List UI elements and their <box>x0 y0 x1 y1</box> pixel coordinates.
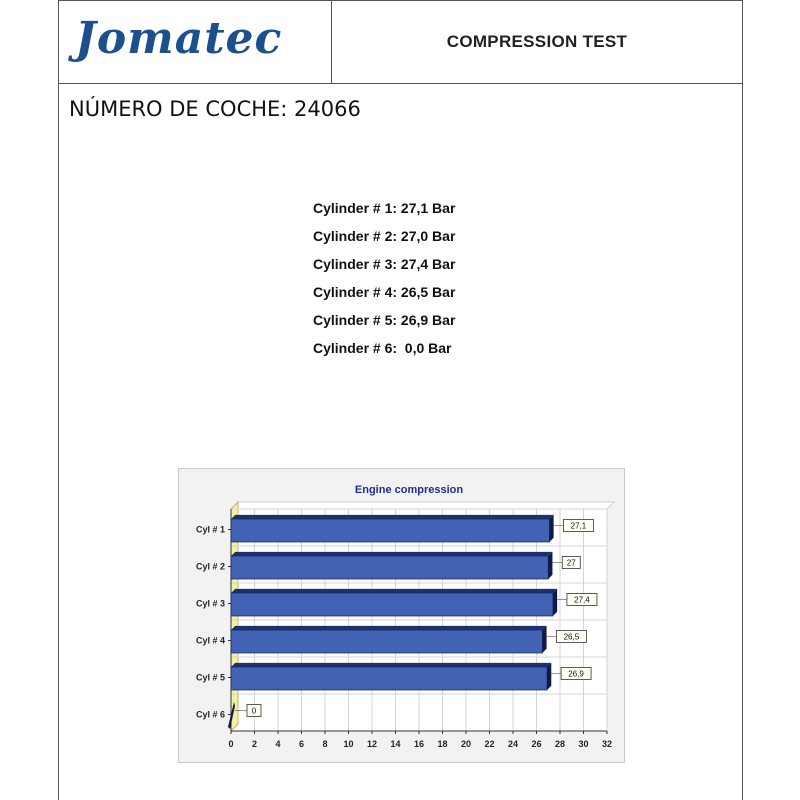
company-logo: Jomatec <box>75 13 283 64</box>
cylinder-readings <box>313 200 533 368</box>
value-label-cyl-4: 26,5 <box>563 632 580 642</box>
value-label-cyl-1: 27,1 <box>570 521 587 531</box>
bar-cyl-3 <box>231 593 553 616</box>
reading-cyl-3: Cylinder # 3: 27,4 Bar <box>313 256 456 272</box>
x-tick-label-26: 26 <box>531 739 542 749</box>
x-tick-label-18: 18 <box>437 739 448 749</box>
x-tick-label-32: 32 <box>601 739 613 749</box>
y-tick-label-cyl-5: Cyl # 5 <box>195 672 225 683</box>
x-tick-label-20: 20 <box>460 739 472 749</box>
bar-side-cyl-2 <box>548 552 552 579</box>
x-tick-label-12: 12 <box>366 739 378 749</box>
reading-cyl-2: Cylinder # 2: 27,0 Bar <box>313 228 456 244</box>
bar-cyl-4 <box>231 630 542 653</box>
reading-cyl-6: Cylinder # 6: 0,0 Bar <box>313 340 452 356</box>
x-tick-label-16: 16 <box>413 739 425 749</box>
bar-side-cyl-3 <box>553 589 557 616</box>
plot-top-edge <box>231 502 614 509</box>
chart-title: Engine compression <box>354 484 464 496</box>
car-number: NÚMERO DE COCHE: 24066 <box>69 97 361 121</box>
x-tick-label-10: 10 <box>343 739 354 749</box>
y-tick-label-cyl-6: Cyl # 6 <box>195 709 225 720</box>
y-tick-label-cyl-1: Cyl # 1 <box>195 524 225 535</box>
y-tick-label-cyl-4: Cyl # 4 <box>195 635 225 646</box>
document-title: COMPRESSION TEST <box>446 32 628 51</box>
bar-top-cyl-3 <box>231 589 557 593</box>
x-tick-label-4: 4 <box>275 739 281 749</box>
logo-cell <box>59 1 332 83</box>
x-tick-label-22: 22 <box>484 739 495 749</box>
x-tick-label-6: 6 <box>298 739 305 749</box>
reading-cyl-4: Cylinder # 4: 26,5 Bar <box>313 284 456 300</box>
bar-side-cyl-1 <box>549 515 553 542</box>
x-tick-label-28: 28 <box>554 739 566 749</box>
bar-cyl-5 <box>231 667 547 690</box>
bar-top-cyl-1 <box>231 515 554 519</box>
bar-side-cyl-5 <box>547 663 551 690</box>
x-tick-label-8: 8 <box>322 739 328 749</box>
value-label-cyl-3: 27,4 <box>574 595 590 605</box>
reading-cyl-5: Cylinder # 5: 26,9 Bar <box>313 312 456 328</box>
bar-top-cyl-4 <box>231 626 547 630</box>
engine-compression-chart <box>178 468 625 763</box>
bar-cyl-1 <box>231 519 549 542</box>
bar-side-cyl-4 <box>542 626 546 653</box>
title-cell <box>332 1 742 83</box>
x-tick-label-0: 0 <box>228 739 234 749</box>
x-tick-label-2: 2 <box>251 739 258 749</box>
y-tick-label-cyl-3: Cyl # 3 <box>195 598 225 609</box>
value-label-cyl-5: 26,9 <box>568 669 584 679</box>
value-label-cyl-2: 27 <box>566 558 576 568</box>
x-tick-label-14: 14 <box>390 739 401 749</box>
reading-cyl-1: Cylinder # 1: 27,1 Bar <box>313 200 456 216</box>
x-tick-label-24: 24 <box>507 739 519 749</box>
chart-svg <box>179 469 626 764</box>
bar-top-cyl-5 <box>231 663 551 667</box>
x-tick-label-30: 30 <box>578 739 589 749</box>
value-label-cyl-6: 0 <box>251 706 257 716</box>
bar-top-cyl-2 <box>231 552 552 556</box>
y-tick-label-cyl-2: Cyl # 2 <box>195 561 225 572</box>
header <box>58 0 743 84</box>
bar-cyl-2 <box>231 556 548 579</box>
